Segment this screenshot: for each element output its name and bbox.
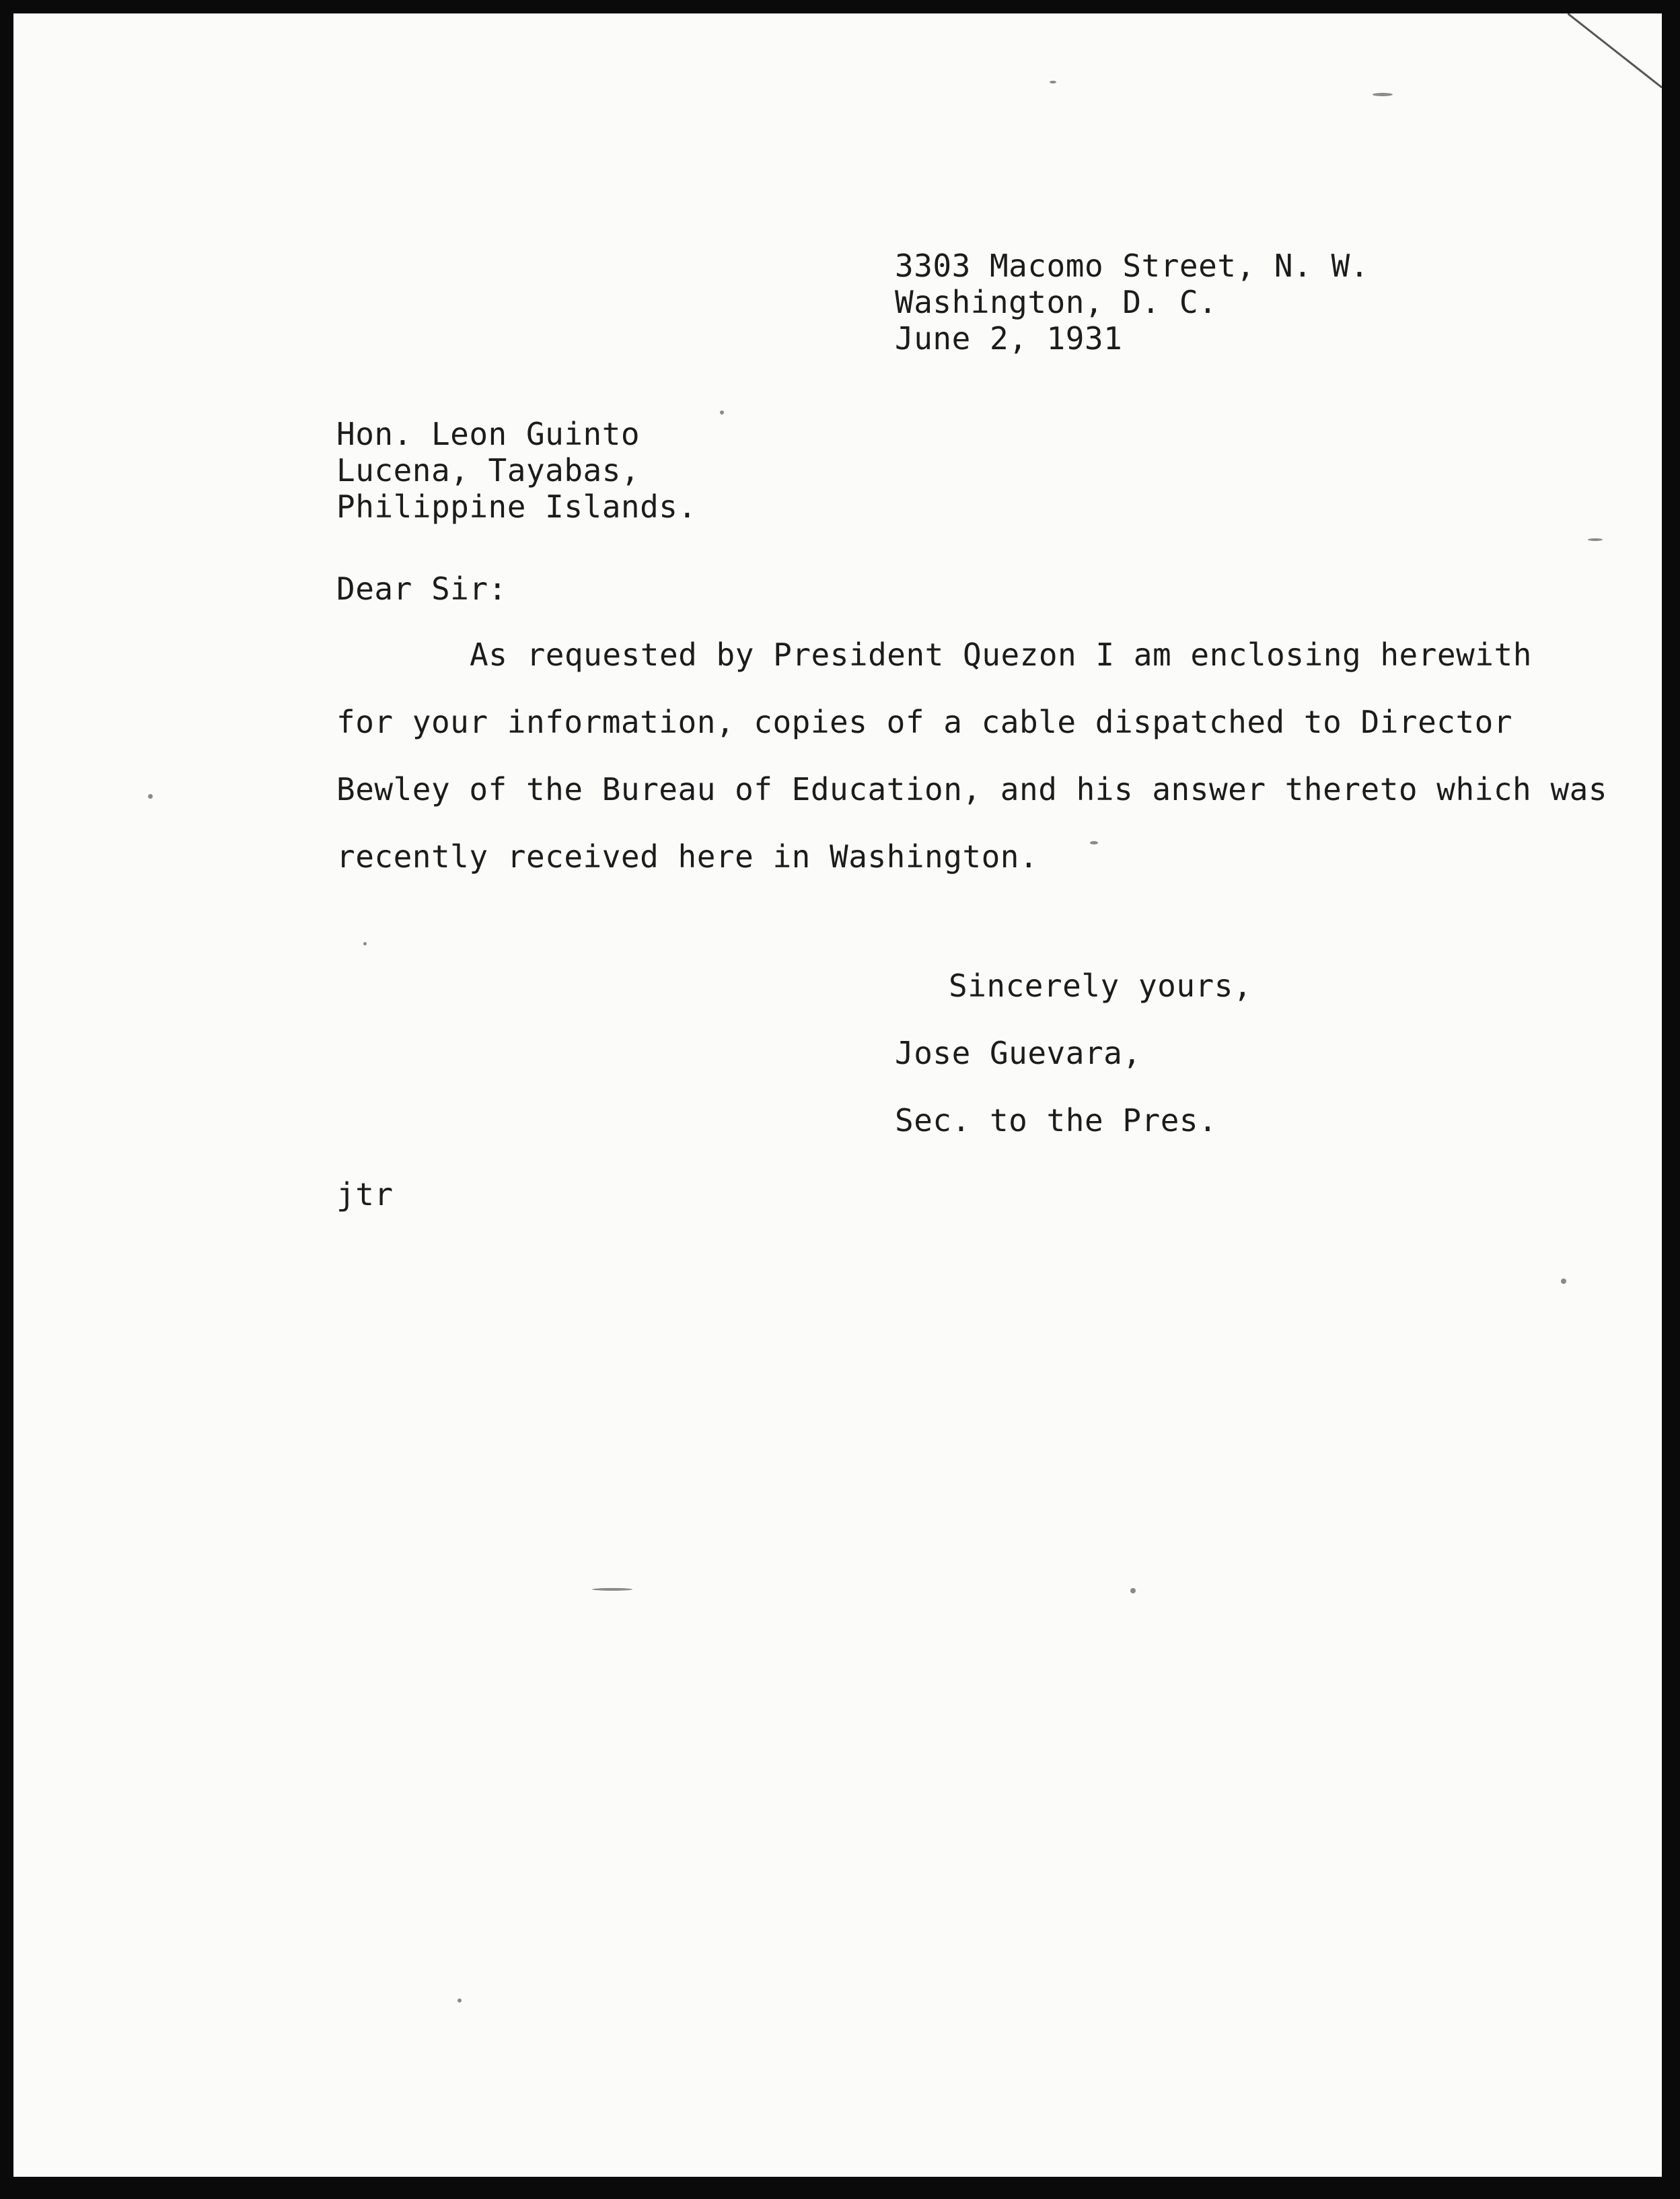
scan-speck: [1588, 538, 1603, 541]
scan-speck: [720, 410, 724, 414]
complimentary-close: Sincerely yours,: [949, 968, 1253, 1004]
sender-city: Washington, D. C.: [895, 284, 1218, 320]
sender-street: 3303 Macomo Street, N. W.: [895, 248, 1369, 284]
body-line: recently received here in Washington.: [336, 838, 1039, 875]
scan-speck: [592, 1588, 632, 1591]
recipient-location: Lucena, Tayabas,: [336, 452, 641, 489]
signer-title: Sec. to the Pres.: [895, 1102, 1218, 1139]
scan-speck: [458, 1998, 462, 2003]
scan-speck: [1130, 1588, 1136, 1593]
corner-fold-mark: [1568, 13, 1662, 108]
body-line: for your information, copies of a cable dispatched to Director: [336, 704, 1513, 740]
scan-speck: [1373, 93, 1393, 96]
scan-speck: [1561, 1278, 1566, 1284]
scan-speck: [148, 794, 153, 799]
scan-speck: [363, 942, 367, 945]
body-line: As requested by President Quezon I am enclosing herewith: [470, 637, 1532, 673]
recipient-country: Philippine Islands.: [336, 489, 697, 525]
reference-initials: jtr: [336, 1176, 394, 1213]
scan-speck: [1090, 841, 1098, 844]
letter-date: June 2, 1931: [895, 320, 1123, 357]
scan-speck: [1050, 81, 1056, 83]
body-line: Bewley of the Bureau of Education, and his answer thereto which was: [336, 771, 1608, 807]
signer-name: Jose Guevara,: [895, 1035, 1142, 1071]
recipient-name: Hon. Leon Guinto: [336, 416, 641, 452]
letter-page: [13, 13, 1662, 2177]
salutation: Dear Sir:: [336, 571, 507, 607]
